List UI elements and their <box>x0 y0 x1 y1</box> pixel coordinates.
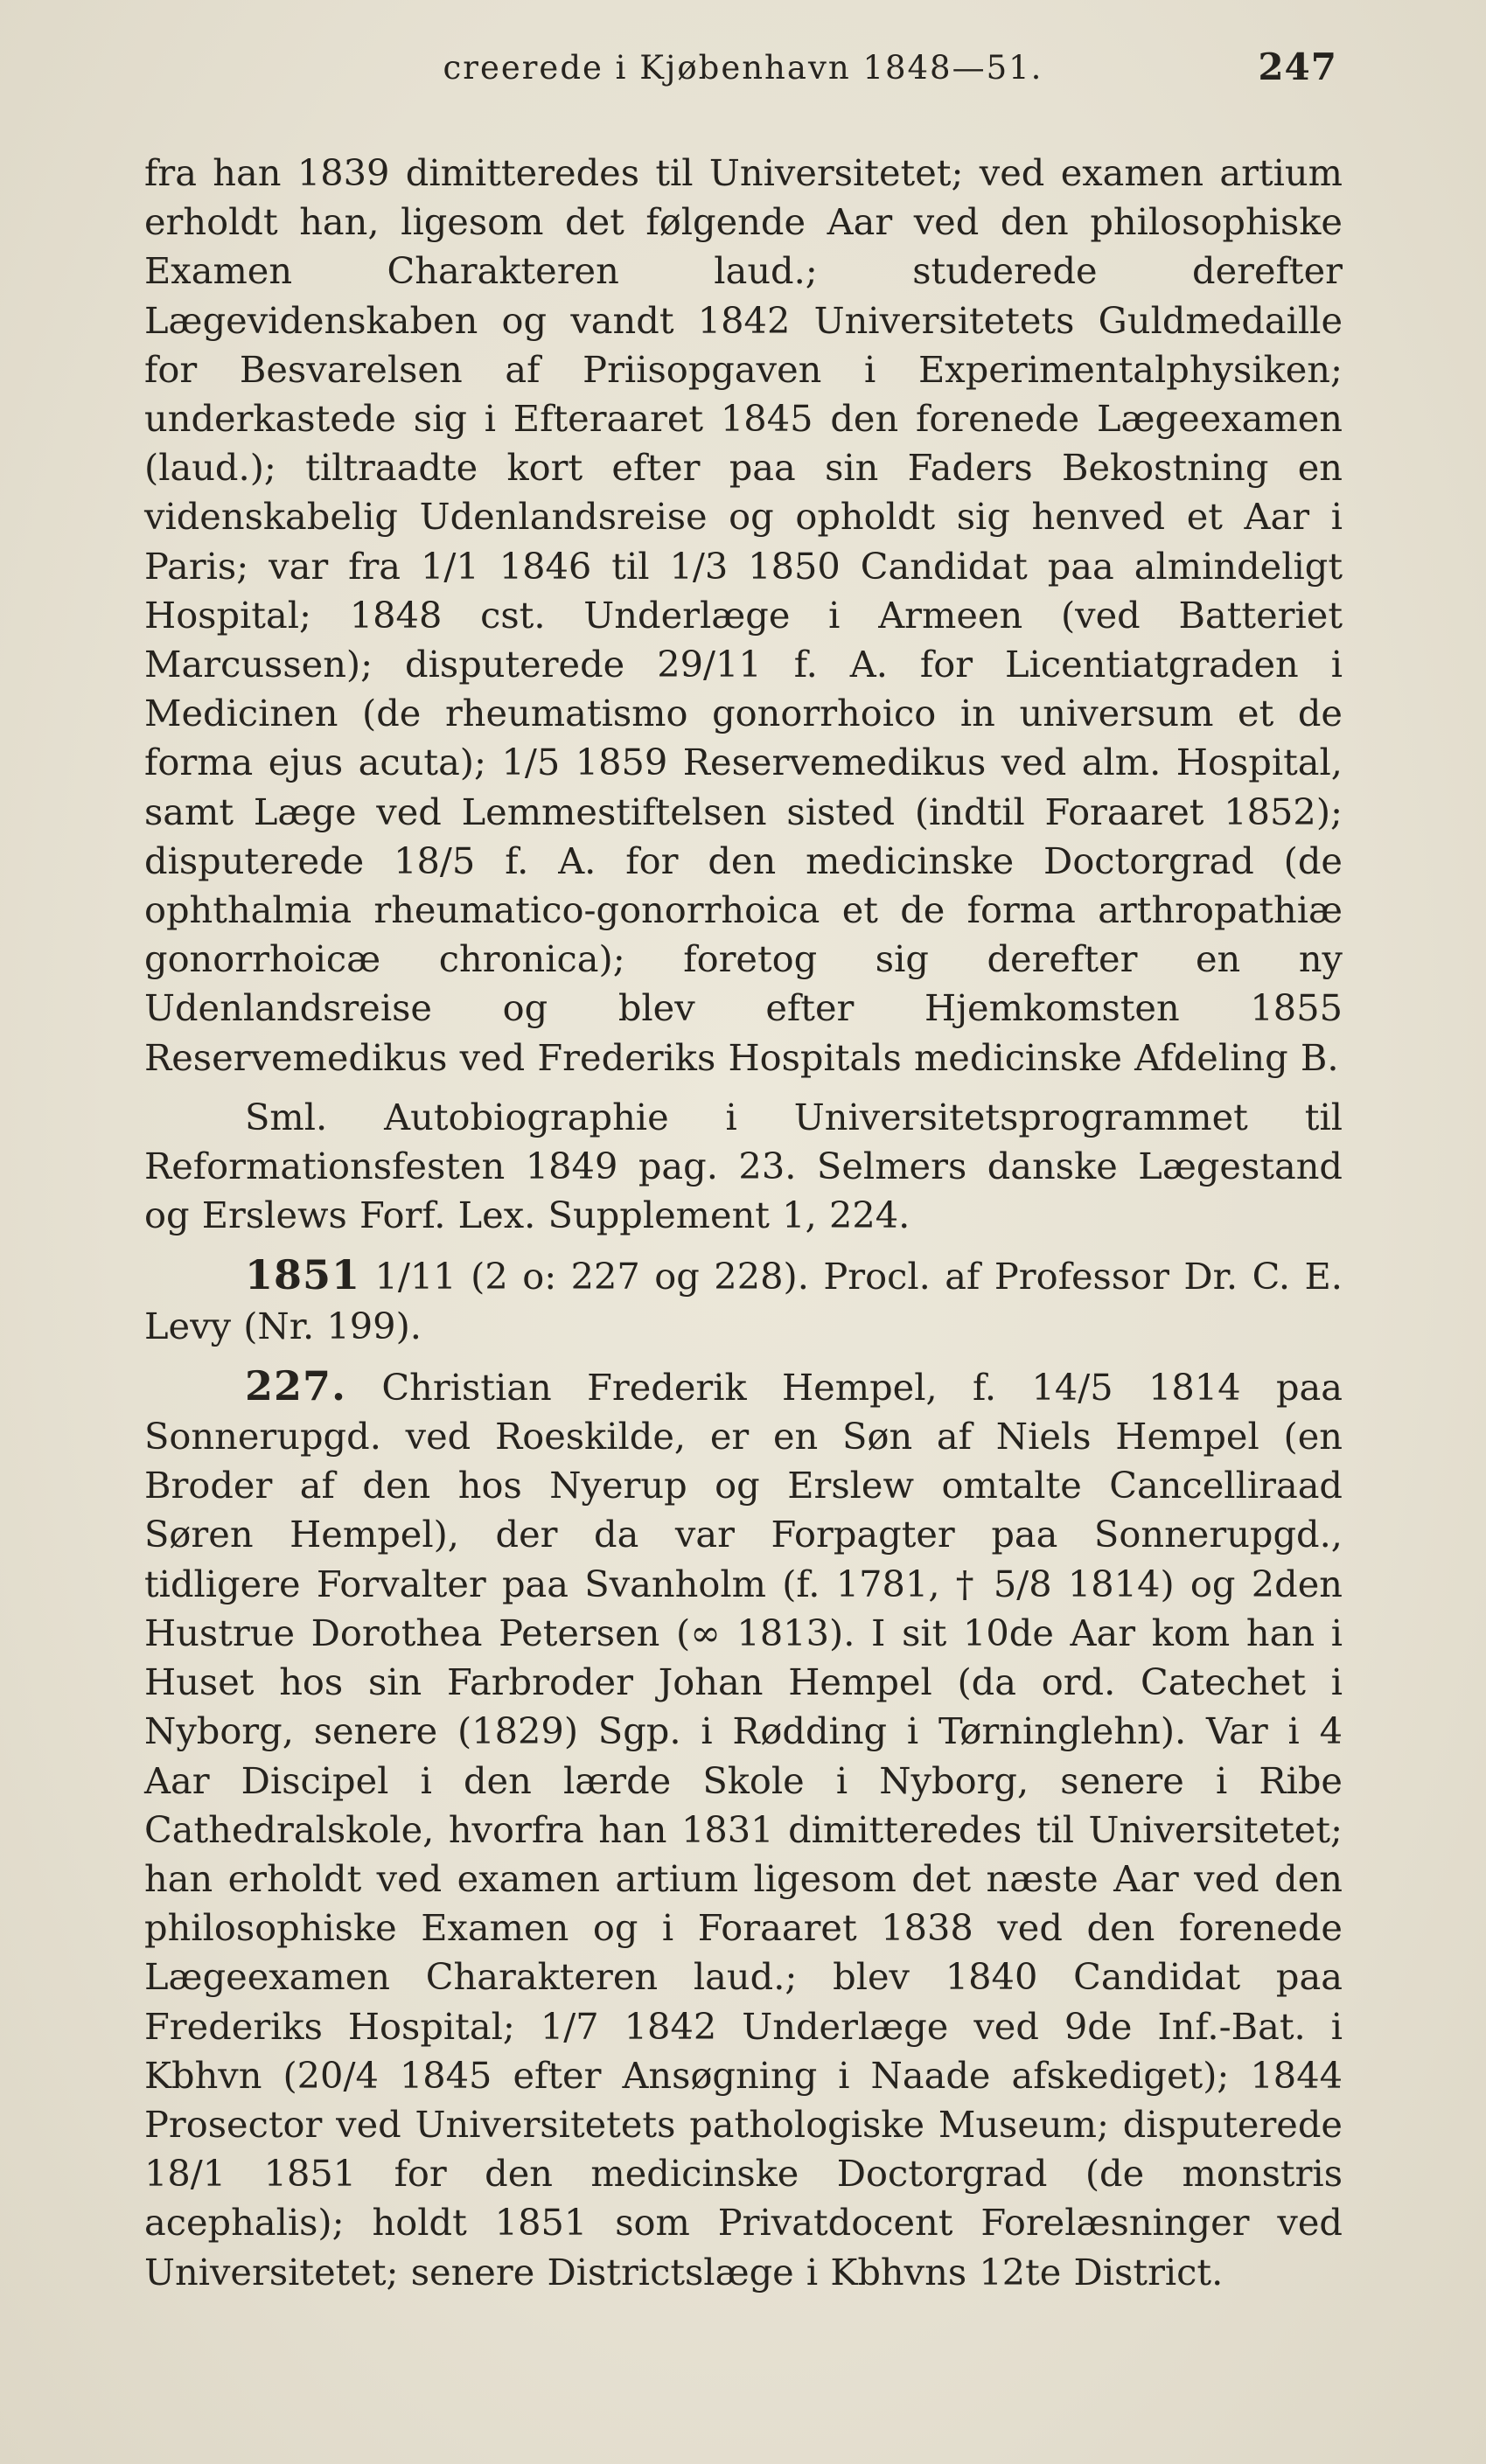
paragraph-text: fra han 1839 dimitteredes til Universitetet; ved examen artium erholdt han, ligesom det følgende Aar ved den philosophiske Examen Charakteren laud.; studerede derefter Lægevidenskaben og vandt 1842 Universitetets Guldmedaille for Besvarelsen af Priisopgaven i Experimentalphysiken; underkastede sig i Efteraaret 1845 den forenede Lægeexamen (laud.); tiltraadte kort efter paa sin Faders Bekostning en videnskabelig Udenlandsreise og opholdt sig henved et Aar i Paris; var fra 1/1 1846 til 1/3 1850 Candidat paa almindeligt Hospital; 1848 cst. Underlæge i Armeen (ved Batteriet Marcussen); disputerede 29/11 f. A. for Licentiatgraden i Medicinen (de rheumatismo gonorrhoico in universum et de forma ejus acuta); 1/5 1859 Reservemedikus ved alm. Hospital, samt Læge ved Lemmestiftelsen sisted (indtil Foraaret 1852); disputerede 18/5 f. A. for den medicinske Doctorgrad (de ophthalmia rheumatico-gonorrhoica et de forma arthropathiæ gonorrhoicæ chronica); foretog sig derefter en ny Udenlandsreise og blev efter Hjemkomsten 1855 Reservemedikus ved Frederiks Hospitals medicinske Afdeling B. <box>144 151 1343 1079</box>
paragraph-text: Sml. Autobiographie i Universitetsprogrammet til Reformationsfesten 1849 pag. 23. Selmers danske Lægestand og Erslews Forf. Lex. Supplement 1, 224. <box>144 1095 1343 1237</box>
entry-number: 227. <box>245 1361 347 1409</box>
running-head: creerede i Kjøbenhavn 1848—51. <box>443 49 1043 87</box>
paragraph-biography-continued <box>144 149 1343 1082</box>
page-header <box>149 42 1337 94</box>
paragraph-text: 1/11 (2 o: 227 og 228). Procl. af Professor Dr. C. E. Levy (Nr. 199). <box>144 1255 1343 1347</box>
paragraph-sources <box>144 1093 1343 1241</box>
year-number: 1851 <box>245 1251 361 1299</box>
paragraph-entry-227 <box>144 1361 1343 2297</box>
paragraph-year-heading <box>144 1250 1343 1350</box>
page-number: 247 <box>1258 45 1337 88</box>
body-text <box>144 149 1343 2297</box>
paragraph-text: Christian Frederik Hempel, f. 14/5 1814 paa Sonnerupgd. ved Roeskilde, er en Søn af Niels Hempel (en Broder af den hos Nyerup og Erslew omtalte Cancelliraad Søren Hempel), der da var Forpagter paa Sonnerupgd., tidligere Forvalter paa Svanholm (f. 1781, † 5/8 1814) og 2den Hustrue Dorothea Petersen (∞ 1813). I sit 10de Aar kom han i Huset hos sin Farbroder Johan Hempel (da ord. Catechet i Nyborg, senere (1829) Sgp. i Rødding i Tørninglehn). Var i 4 Aar Discipel i den lærde Skole i Nyborg, senere i Ribe Cathedralskole, hvorfra han 1831 dimitteredes til Universitetet; han erholdt ved examen artium ligesom det næste Aar ved den philosophiske Examen og i Foraaret 1838 ved den forenede Lægeexamen Charakteren laud.; blev 1840 Candidat paa Frederiks Hospital; 1/7 1842 Underlæge ved 9de Inf.-Bat. i Kbhvn (20/4 1845 efter Ansøgning i Naade afskediget); 1844 Prosector ved Universitetets pathologiske Museum; disputerede 18/1 1851 for den medicinske Doctorgrad (de monstris acephalis); holdt 1851 som Privatdocent Forelæsninger ved Universitetet; senere Districtslæge i Kbhvns 12te District. <box>144 1365 1343 2293</box>
